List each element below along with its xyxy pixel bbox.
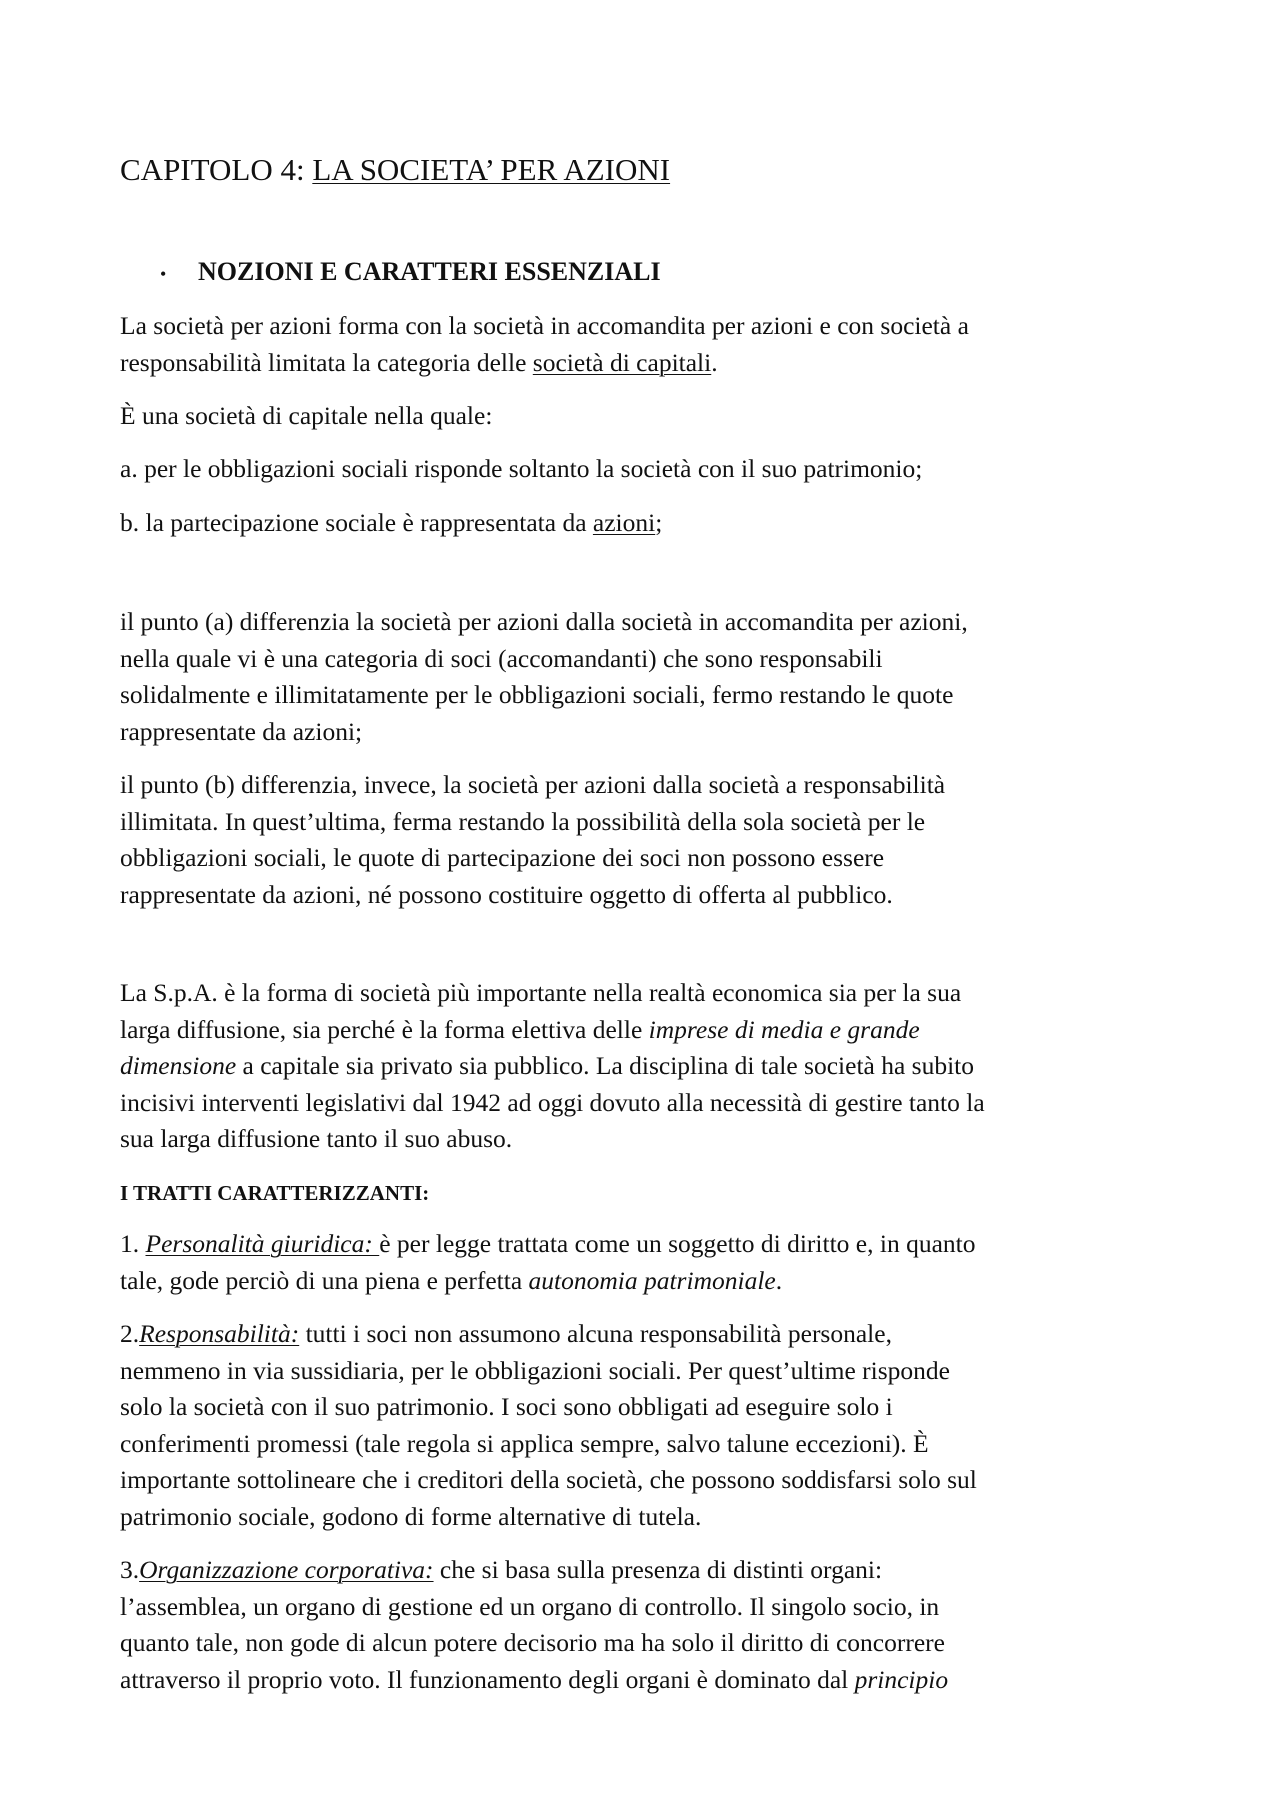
underlined-term: azioni <box>592 508 656 537</box>
paragraph-text: attraverso il proprio voto. Il funzionamento degli organi è dominato dal <box>120 1664 855 1694</box>
paragraph-line: sua larga diffusione tanto il suo abuso. <box>120 1124 513 1153</box>
paragraph-text: . <box>775 1265 783 1295</box>
chapter-title-prefix: CAPITOLO 4: <box>120 152 313 187</box>
intro-paragraph <box>120 308 1160 381</box>
paragraph-line <box>120 1012 1160 1049</box>
paragraph-point-b <box>120 767 1160 913</box>
trait-1-paragraph <box>120 1226 1160 1299</box>
point-a-paragraph: a. per le obbligazioni sociali risponde soltanto la società con il suo patrimonio; <box>120 454 923 483</box>
paragraph-line: nella quale vi è una categoria di soci (accomandanti) che sono responsabili <box>120 643 883 673</box>
paragraph-line: solo la società con il suo patrimonio. I soci sono obbligati ad eseguire solo i <box>120 1392 893 1421</box>
paragraph-text: tale, gode perciò di una piena e perfetta <box>120 1265 529 1295</box>
bullet-icon: • <box>160 264 167 285</box>
paragraph-line: l’assemblea, un organo di gestione ed un organo di controllo. Il singolo socio, in <box>120 1591 940 1621</box>
paragraph-line <box>120 1048 1160 1085</box>
paragraph-line <box>120 1662 1160 1699</box>
intro-text: responsabilità limitata la categoria delle <box>120 347 533 377</box>
italic-term: principio <box>854 1664 949 1694</box>
intro-text: . <box>711 347 718 377</box>
italic-term: autonomia patrimoniale <box>528 1265 776 1295</box>
paragraph-text: a capitale sia privato sia pubblico. La disciplina di tale società ha subito <box>236 1051 975 1080</box>
paragraph-line: La S.p.A. è la forma di società più importante nella realtà economica sia per la sua <box>120 978 962 1007</box>
paragraph-line: il punto (b) differenzia, invece, la società per azioni dalla società a responsabilità <box>120 770 946 799</box>
paragraph-line <box>120 1552 1160 1589</box>
intro-line <box>120 345 1160 382</box>
paragraph-line <box>120 1263 1160 1300</box>
paragraph-line <box>120 1226 1160 1263</box>
intro-line: La società per azioni forma con la società in accomandita per azioni e con società a <box>120 311 969 340</box>
underlined-term: società di capitali <box>532 347 712 377</box>
traits-heading: I TRATTI CARATTERIZZANTI: <box>120 1181 430 1205</box>
trait-2-paragraph <box>120 1316 1160 1535</box>
section-heading <box>160 254 661 292</box>
paragraph-line: incisivi interventi legislativi dal 1942 ad oggi dovuto alla necessità di gestire tanto la <box>120 1087 985 1117</box>
trait-number: 1. <box>120 1229 146 1258</box>
italic-term: imprese di media e grande <box>648 1014 920 1044</box>
paragraph-line: conferimenti promessi (tale regola si applica sempre, salvo talune eccezioni). È <box>120 1428 929 1458</box>
chapter-title-underlined: LA SOCIETA’ PER AZIONI <box>312 152 671 187</box>
paragraph-point-a <box>120 604 1160 750</box>
trait-3-paragraph <box>120 1552 1160 1698</box>
spa-paragraph <box>120 975 1160 1158</box>
definition-paragraph: È una società di capitale nella quale: <box>120 401 493 430</box>
trait-term: Personalità giuridica: <box>145 1229 380 1258</box>
paragraph-line: patrimonio sociale, godono di forme alternative di tutela. <box>120 1501 702 1531</box>
trait-number: 2. <box>120 1319 140 1348</box>
paragraph-text: larga diffusione, sia perché è la forma elettiva delle <box>120 1014 649 1044</box>
paragraph-line: il punto (a) differenzia la società per azioni dalla società in accomandita per azioni, <box>120 607 968 636</box>
paragraph-text: che si basa sulla presenza di distinti organi: <box>433 1555 883 1584</box>
paragraph-line: obbligazioni sociali, le quote di partecipazione dei soci non possono essere <box>120 843 885 872</box>
trait-term: Organizzazione corporativa: <box>139 1555 434 1584</box>
paragraph-line: importante sottolineare che i creditori della società, che possono soddisfarsi solo sul <box>120 1465 977 1494</box>
point-b-paragraph <box>120 505 1160 542</box>
italic-term: dimensione <box>120 1051 237 1080</box>
chapter-title <box>120 150 670 190</box>
point-b-text: ; <box>655 508 663 537</box>
paragraph-line <box>120 1316 1160 1353</box>
point-b-text: b. la partecipazione sociale è rappresentata da <box>120 508 593 537</box>
paragraph-line: rappresentate da azioni, né possono costituire oggetto di offerta al pubblico. <box>120 879 893 909</box>
paragraph-line: quanto tale, non gode di alcun potere decisorio ma ha solo il diritto di concorrere <box>120 1628 945 1657</box>
paragraph-text: è per legge trattata come un soggetto di diritto e, in quanto <box>379 1229 976 1258</box>
paragraph-line: solidalmente e illimitatamente per le obbligazioni sociali, fermo restando le quote <box>120 680 954 709</box>
trait-number: 3. <box>120 1555 140 1584</box>
paragraph-text: tutti i soci non assumono alcuna responsabilità personale, <box>299 1319 892 1348</box>
section-heading-text: NOZIONI E CARATTERI ESSENZIALI <box>198 257 661 286</box>
paragraph-line: rappresentate da azioni; <box>120 716 363 746</box>
paragraph-line: nemmeno in via sussidiaria, per le obbligazioni sociali. Per quest’ultime risponde <box>120 1355 950 1385</box>
paragraph-line: illimitata. In quest’ultima, ferma restando la possibilità della sola società per le <box>120 806 926 836</box>
trait-term: Responsabilità: <box>139 1319 300 1348</box>
